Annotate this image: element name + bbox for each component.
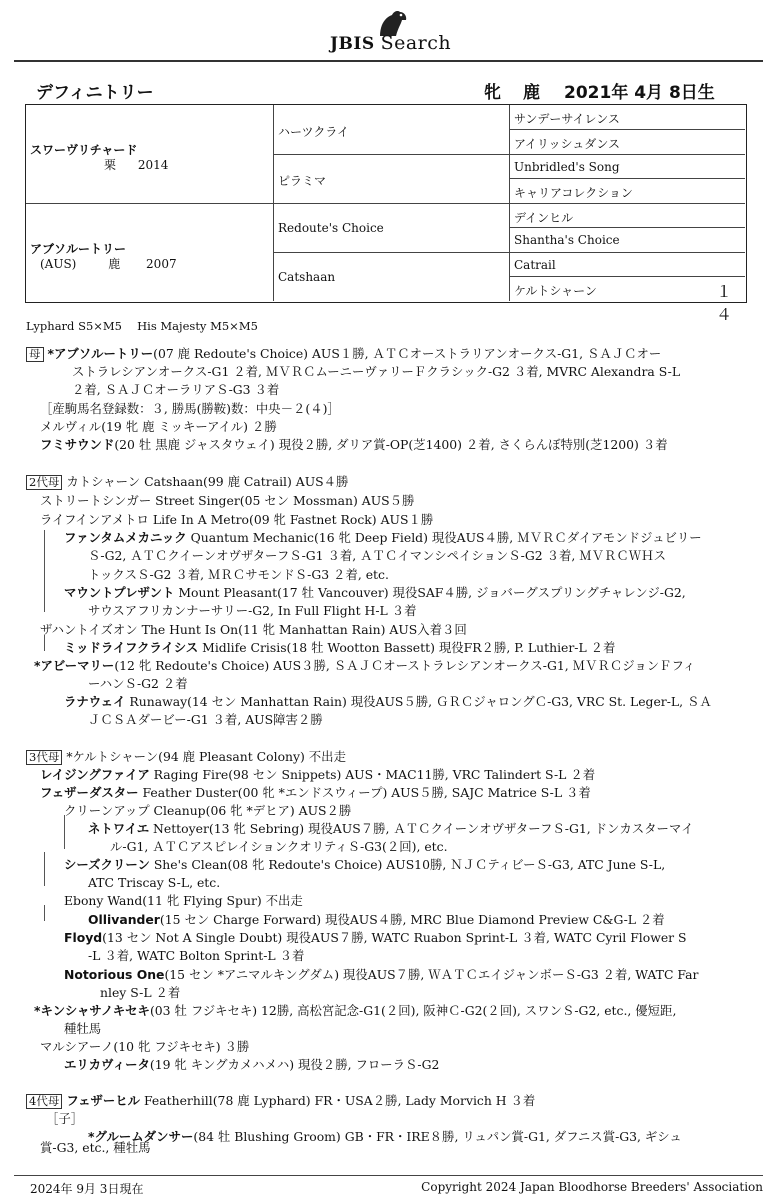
family-line xyxy=(40,767,595,783)
generation-tag: 3代母 xyxy=(26,750,62,765)
horse-link[interactable]: *アブソルートリー xyxy=(47,346,154,361)
family-line xyxy=(88,912,665,928)
line-detail: Runaway(14 セン Manhattan Rain) 現役AUS５勝, ＧＲＣジャロングＣ-G3, VRC St. Leger-L, ＳＡ xyxy=(125,694,712,709)
horse-link[interactable]: *グルームダンサー xyxy=(88,1129,194,1144)
family-line xyxy=(40,437,668,453)
family-line xyxy=(40,419,277,435)
sire-sire[interactable]: ハーツクライ xyxy=(278,125,350,139)
line-detail: (19 牝 キングカメハメハ) 現役２勝, フローラＳ-G2 xyxy=(149,1057,440,1072)
horse-link[interactable]: *アビーマリー xyxy=(34,658,115,673)
family-line xyxy=(64,803,351,819)
line-detail: ［子］ xyxy=(46,1111,84,1126)
family-line xyxy=(88,821,693,837)
line-detail: メルヴィル(19 牝 鹿 ミッキーアイル) ２勝 xyxy=(40,419,277,434)
family-line xyxy=(40,512,433,528)
gen3-sdd[interactable]: キャリアコレクション xyxy=(514,186,633,200)
line-detail: ライフインアメトロ Life In A Metro(09 牝 Fastnet Rock) AUS１勝 xyxy=(40,512,434,527)
horse-link[interactable]: Ollivander xyxy=(88,912,160,927)
line-detail: ［産駒馬名登録数：３, 勝馬(勝鞍)数：中央－２(４)］ xyxy=(40,401,340,416)
line-detail: クリーンアップ Cleanup(06 牝 *デヒア) AUS２勝 xyxy=(64,803,352,818)
sire-name: スワーヴリチャード xyxy=(30,143,138,157)
line-detail: Ebony Wand(11 牝 Flying Spur) 不出走 xyxy=(64,893,303,908)
horse-color: 鹿 xyxy=(523,83,540,103)
dam-cell[interactable] xyxy=(30,240,177,272)
footer-divider xyxy=(14,1175,763,1176)
horse-link[interactable]: フェザーヒル xyxy=(66,1093,141,1108)
line-detail: トックスＳ-G2 ３着, ＭＲＣサモンドＳ-G3 ２着, etc. xyxy=(88,567,389,582)
family-line xyxy=(110,839,448,855)
horse-link[interactable]: シーズクリーン xyxy=(64,857,150,872)
line-detail: ＪＣＳＡダービー-G1 ３着, AUS障害２勝 xyxy=(88,712,323,727)
line-detail: ストリートシンガー Street Singer(05 セン Mossman) AUS５勝 xyxy=(40,493,415,508)
generation-tag: 4代母 xyxy=(26,1094,62,1109)
sire-color: 栗 xyxy=(104,158,117,172)
dam-name: アブソルートリー xyxy=(30,242,127,256)
dam-dam[interactable]: Catshaan xyxy=(278,270,336,284)
copyright: Copyright 2024 Japan Bloodhorse Breeders' Association xyxy=(421,1180,763,1194)
family-line xyxy=(64,857,665,873)
generation-tag: 母 xyxy=(26,347,44,362)
family-line xyxy=(64,530,702,546)
family-line xyxy=(88,567,389,583)
line-detail: Nettoyer(13 牝 Sebring) 現役AUS７勝, ＡＴＣクイーンオヴザターフＳ-G1, ドンカスターマイ xyxy=(149,821,694,836)
horse-title-row xyxy=(36,78,736,102)
line-detail: Quantum Mechanic(16 牝 Deep Field) 現役AUS４勝, ＭＶＲＣダイアモンドジュビリー xyxy=(186,530,702,545)
family-line xyxy=(72,364,680,380)
logo-text-jbis: JBIS xyxy=(330,34,375,54)
sire-dam[interactable]: ピラミマ xyxy=(278,174,327,188)
sire-cell[interactable] xyxy=(30,141,168,173)
horse-link[interactable]: エリカヴィータ xyxy=(64,1057,150,1072)
guide-bar xyxy=(44,530,45,612)
line-detail: (20 牡 黒鹿 ジャスタウェイ) 現役２勝, ダリア賞-OP(芝1400) ２着, さくらんぼ特別(芝1200) ３着 xyxy=(114,437,668,452)
family-line xyxy=(88,676,188,692)
horse-name: デフィニトリー xyxy=(36,83,154,103)
line-detail: Ｓ-G2, ＡＴＣクイーンオヴザターフＳ-G1 ３着, ＡＴＣイマンシペイションＳ-G2 ３着, ＭＶＲＣＷＨス xyxy=(88,548,666,563)
family-line xyxy=(64,930,687,946)
gen3-dsd[interactable]: Shantha's Choice xyxy=(514,233,620,247)
line-detail: ストラレシアンオークス-G1 ２着, ＭＶＲＣムーニーヴァリーＦクラシック-G2 ３着, MVRC Alexandra S-L xyxy=(72,364,681,379)
line-detail: (03 牡 フジキセキ) 12勝, 高松宮記念-G1(２回), 阪神Ｃ-G2(２回), スワンＳ-G2, etc., 優短距, xyxy=(149,1003,677,1018)
line-detail: マルシアーノ(10 牝 フジキセキ) ３勝 xyxy=(40,1039,250,1054)
line-detail: Mount Pleasant(17 牡 Vancouver) 現役SAF４勝, ジョバーグスプリングチャレンジ-G2, xyxy=(174,585,686,600)
family-line xyxy=(88,948,304,964)
family-line xyxy=(40,622,467,638)
family-line xyxy=(40,401,340,417)
family-line xyxy=(26,474,348,490)
line-detail: ザハントイズオン The Hunt Is On(11 牝 Manhattan Rain) AUS入着３回 xyxy=(40,622,467,637)
data-date: 2024年 9月 3日現在 xyxy=(30,1182,144,1196)
sire-year: 2014 xyxy=(137,158,169,172)
line-detail: ーハンＳ-G2 ２着 xyxy=(88,676,188,691)
family-line xyxy=(40,785,591,801)
dam-color: 鹿 xyxy=(108,257,121,271)
gen3-dds[interactable]: Catrail xyxy=(514,258,556,272)
family-line xyxy=(64,1021,101,1037)
family-line xyxy=(88,1129,682,1145)
family-line xyxy=(88,712,323,728)
line-detail: (15 セン *アニマルキングダム) 現役AUS７勝, ＷＡＴＣエイジャンボーＳ-G3 ２着, WATC Far xyxy=(164,967,699,982)
horse-link[interactable]: フミサウンド xyxy=(40,437,115,452)
horse-link[interactable]: *キンシャサノキセキ xyxy=(34,1003,150,1018)
line-detail: Midlife Crisis(18 牡 Wootton Bassett) 現役FR２勝, P. Luthier-L ２着 xyxy=(198,640,616,655)
horse-link[interactable]: マウントプレザント xyxy=(64,585,175,600)
family-line xyxy=(26,346,661,362)
horse-link[interactable]: Notorious One xyxy=(64,967,165,982)
family-number: １４ xyxy=(716,282,733,324)
line-detail: nley S-L ２着 xyxy=(100,985,181,1000)
family-line xyxy=(64,1057,439,1073)
family-line xyxy=(46,1111,83,1127)
horse-sex: 牝 xyxy=(484,83,501,103)
line-detail: (13 セン Not A Single Doubt) 現役AUS７勝, WATC Ruabon Sprint-L ３着, WATC Cyril Flower S xyxy=(102,930,687,945)
line-detail: 種牡馬 xyxy=(64,1021,102,1036)
family-line xyxy=(64,967,698,983)
line-detail: (12 牝 Redoute's Choice) AUS３勝, ＳＡＪＣオーストラレシアンオークス-G1, ＭＶＲＣジョンＦフィ xyxy=(114,658,696,673)
line-detail: -L ３着, WATC Bolton Sprint-L ３着 xyxy=(88,948,305,963)
family-line xyxy=(88,603,416,619)
family-line xyxy=(72,382,279,398)
guide-bar xyxy=(64,815,65,849)
line-detail: ２着, ＳＡＪＣオーラリアＳ-G3 ３着 xyxy=(72,382,280,397)
horse-birth-date: 2021年 4月 8日生 xyxy=(564,83,715,103)
gen3-sds[interactable]: Unbridled's Song xyxy=(514,160,620,174)
dam-sire[interactable]: Redoute's Choice xyxy=(278,221,384,235)
line-detail: カトシャーン Catshaan(99 鹿 Catrail) AUS４勝 xyxy=(66,474,349,489)
dam-year: 2007 xyxy=(146,257,177,271)
line-detail: サウスアフリカンナーサリー-G2, In Full Flight H-L ３着 xyxy=(88,603,417,618)
family-line xyxy=(26,1093,535,1109)
family-line xyxy=(26,749,346,765)
line-detail: Feather Duster(00 牝 *エンドスウィープ) AUS５勝, SAJC Matrice S-L ３着 xyxy=(138,785,591,800)
line-detail: (84 牡 Blushing Groom) GB・FR・IRE８勝, リュパン賞-G1, ダフニス賞-G3, ギシュ xyxy=(193,1129,682,1144)
line-detail: She's Clean(08 牝 Redoute's Choice) AUS10勝, ＮＪＣティビーＳ-G3, ATC June S-L, xyxy=(149,857,666,872)
horse-link[interactable]: ファンタムメカニック xyxy=(64,530,187,545)
family-line xyxy=(64,893,303,909)
family-line xyxy=(40,493,414,509)
gen3-sss[interactable]: サンデーサイレンス xyxy=(514,112,620,126)
line-detail: ル-G1, ＡＴＣアスピレイションクオリティＳ-G3(２回), etc. xyxy=(110,839,448,854)
line-detail: ATC Triscay S-L, etc. xyxy=(88,875,221,890)
line-detail: Featherhill(78 鹿 Lyphard) FR・USA２勝, Lady Morvich H ３着 xyxy=(140,1093,536,1108)
gen3-ssd[interactable]: アイリッシュダンス xyxy=(514,137,620,151)
logo-text-search: Search xyxy=(380,32,452,54)
guide-bar xyxy=(44,852,45,886)
gen3-dss[interactable]: デインヒル xyxy=(514,211,574,225)
family-line xyxy=(40,1039,249,1055)
gen3-ddd[interactable]: ケルトシャーン xyxy=(514,284,597,298)
family-line xyxy=(64,694,712,710)
generation-tag: 2代母 xyxy=(26,475,62,490)
family-line xyxy=(34,658,695,674)
line-detail: 賞-G3, etc., 種牡馬 xyxy=(40,1140,151,1155)
horse-link[interactable]: ネトワイエ xyxy=(88,821,150,836)
guide-bar xyxy=(44,635,45,651)
line-detail: (15 セン Charge Forward) 現役AUS４勝, MRC Blue Diamond Preview C&G-L ２着 xyxy=(159,912,665,927)
header-divider xyxy=(14,60,763,62)
dam-origin: (AUS) xyxy=(40,257,77,271)
horse-link[interactable]: Floyd xyxy=(64,930,103,945)
family-line xyxy=(64,640,615,656)
family-line xyxy=(100,985,180,1001)
horse-link[interactable]: ラナウェイ xyxy=(64,694,126,709)
line-detail: Raging Fire(98 セン Snippets) AUS・MAC11勝, VRC Talindert S-L ２着 xyxy=(149,767,596,782)
jbis-search-logo[interactable] xyxy=(330,8,460,52)
horse-link[interactable]: ミッドライフクライシス xyxy=(64,640,199,655)
horse-link[interactable]: レイジングファイア xyxy=(40,767,150,782)
guide-bar xyxy=(44,905,45,921)
line-detail: *ケルトシャーン(94 鹿 Pleasant Colony) 不出走 xyxy=(66,749,346,764)
horse-link[interactable]: フェザーダスター xyxy=(40,785,139,800)
family-line xyxy=(64,585,686,601)
line-detail: (07 鹿 Redoute's Choice) AUS１勝, ＡＴＣオーストラリアンオークス-G1, ＳＡＪＣオー xyxy=(153,346,662,361)
family-line xyxy=(88,548,666,564)
family-line xyxy=(40,1140,150,1156)
family-line xyxy=(88,875,220,891)
inbreeding-note: Lyphard S5×M5 His Majesty M5×M5 xyxy=(26,319,258,333)
family-line xyxy=(34,1003,676,1019)
pedigree-table xyxy=(25,104,747,324)
